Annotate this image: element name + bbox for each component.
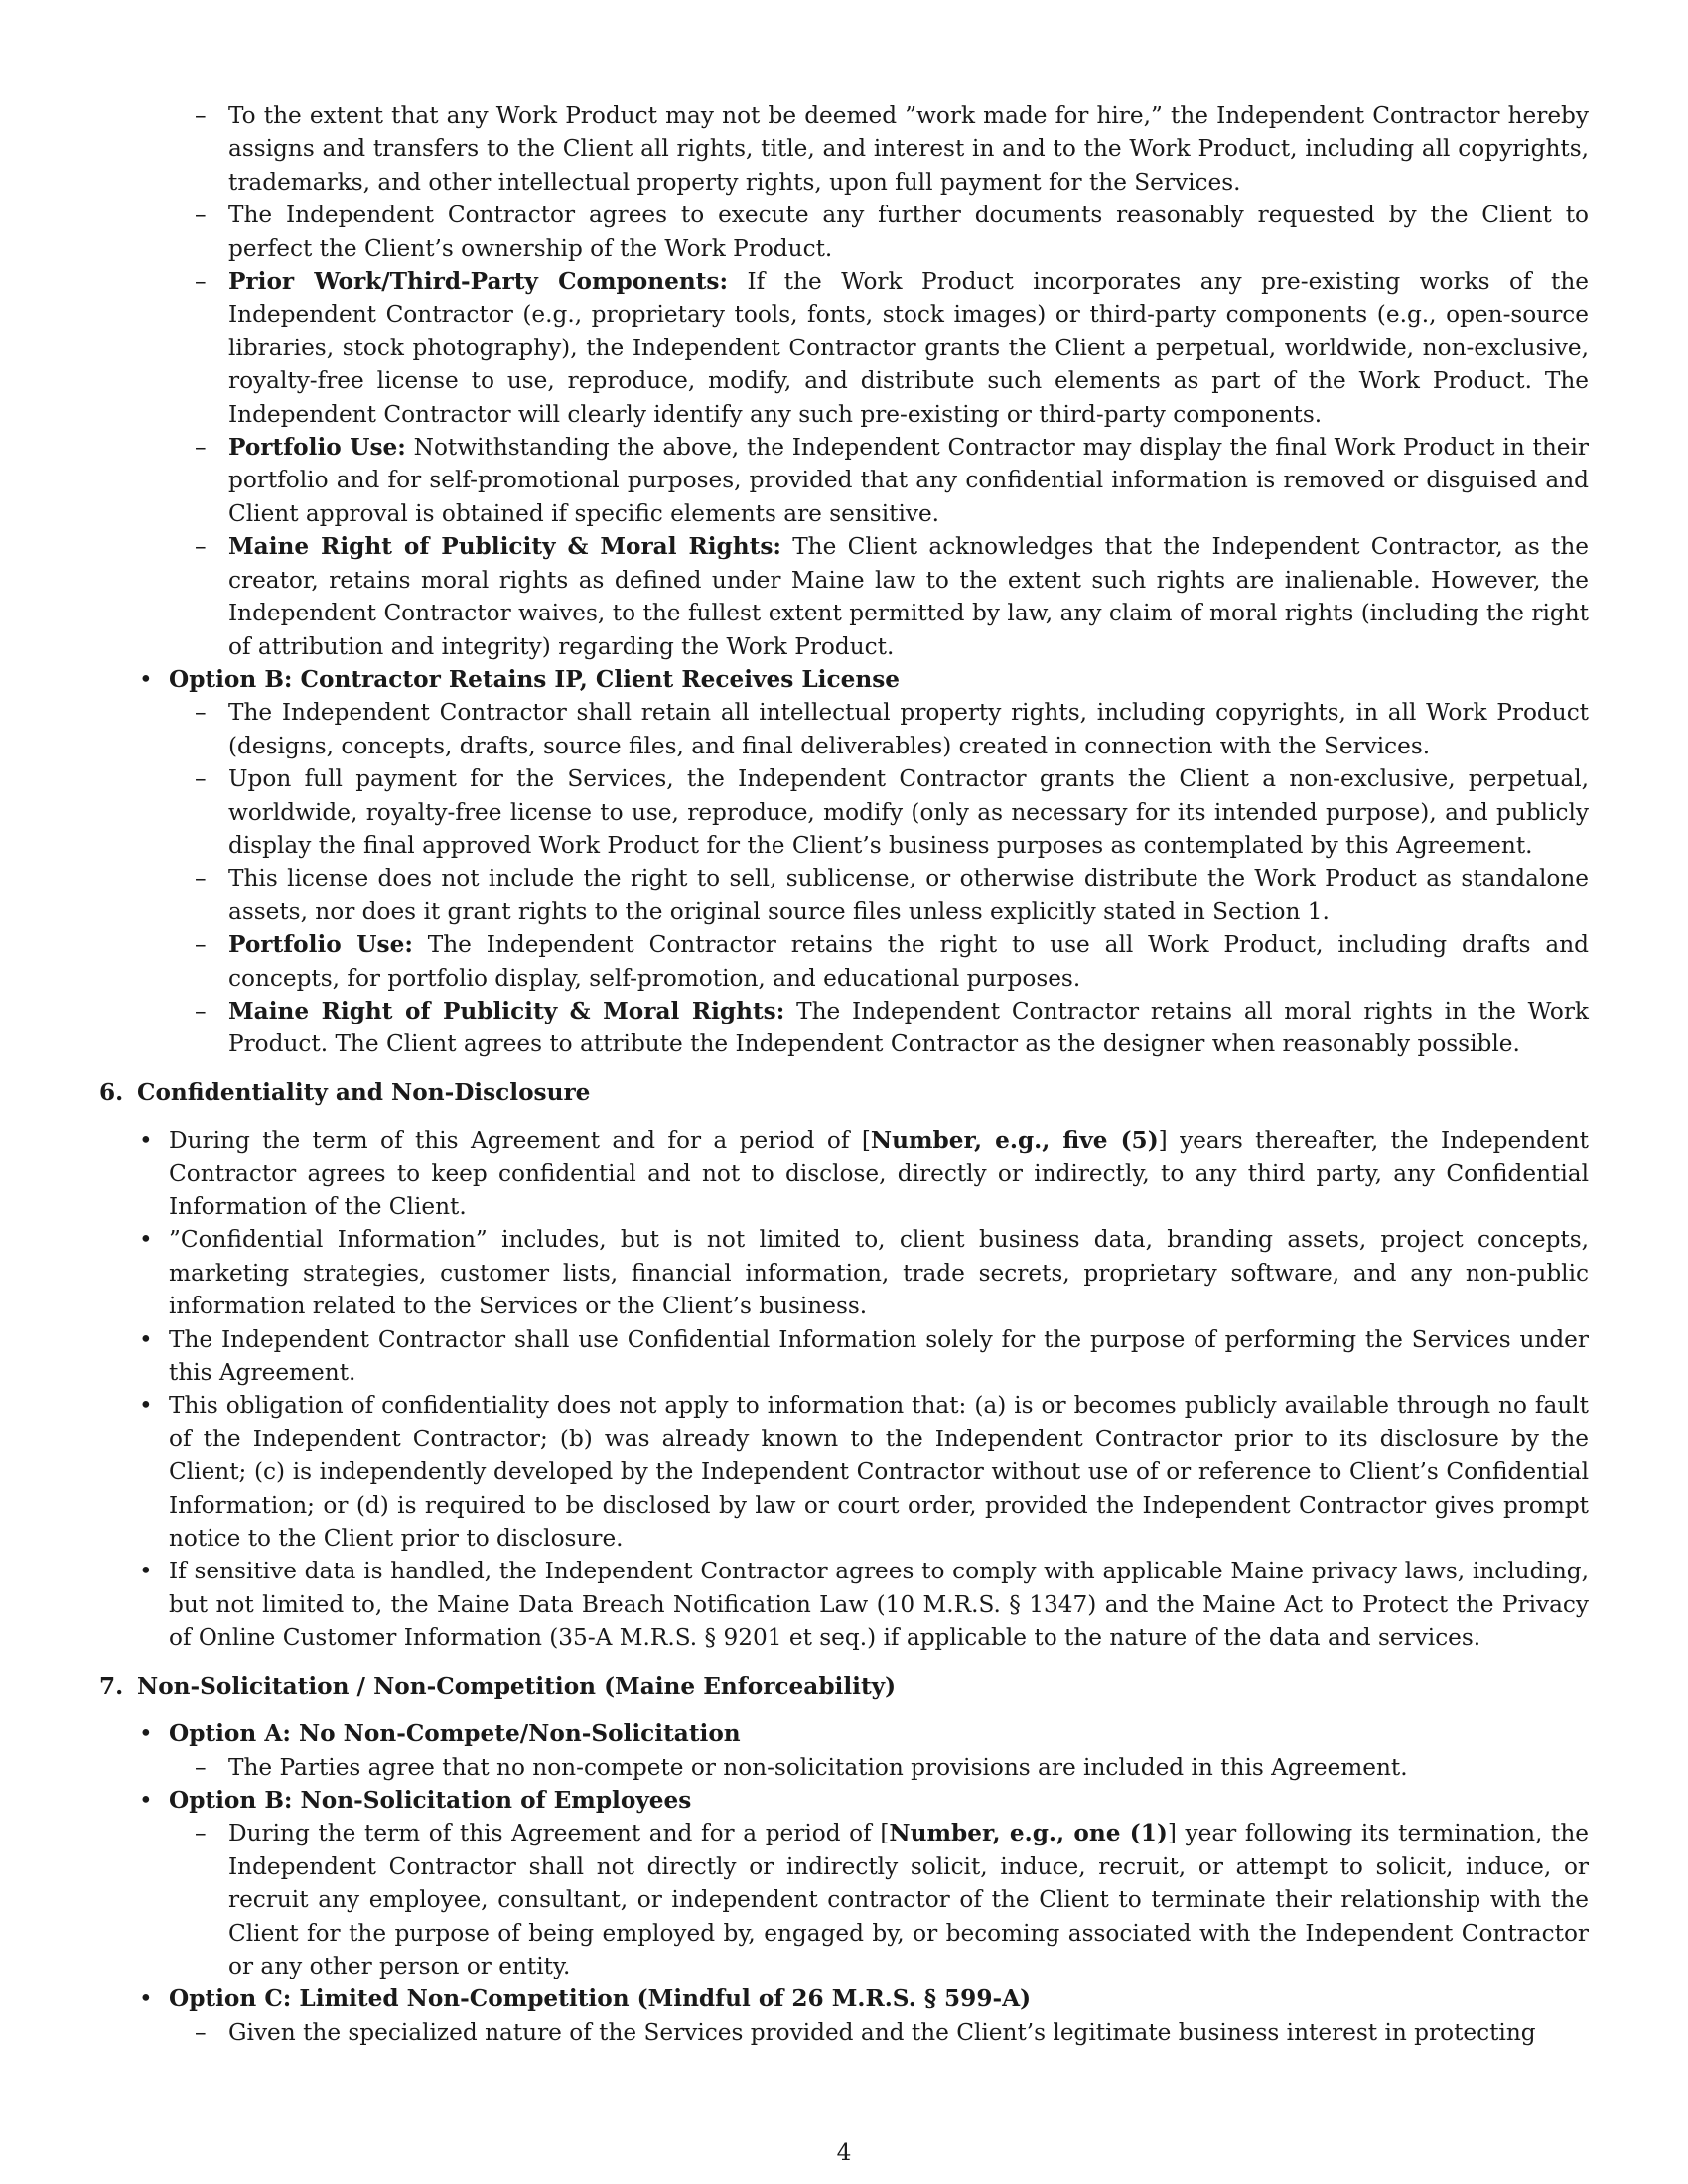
dash-marker: – bbox=[195, 434, 207, 462]
dash-marker: – bbox=[195, 765, 207, 793]
list-item: – Given the specialized nature of the Services provided and the Client’s legitimate business interest in protecting bbox=[99, 2016, 1589, 2049]
page-number: 4 bbox=[836, 2139, 852, 2166]
list-item: • If sensitive data is handled, the Independent Contractor agrees to comply with applicable Maine privacy laws, including, but not limited to, the Maine Data Breach Notification Law (10 M.R.S. § 1347) and the Maine Act to Protect the Privacy of Online Customer Information (35-A M.R.S. § 9201 et seq.) if applicable to the nature of the data and services. bbox=[99, 1555, 1589, 1654]
option-heading: • Option A: No Non-Compete/Non-Solicitation bbox=[99, 1717, 1589, 1750]
option-a-ip-subitems bbox=[99, 99, 1589, 663]
list-item: • During the term of this Agreement and for a period of [Number, e.g., five (5)] years thereafter, the Independent Contractor agrees to keep confidential and not to disclose, directly or indirectly, to any third party, any Confidential Information of the Client. bbox=[99, 1124, 1589, 1223]
section-7-list bbox=[99, 1717, 1589, 2049]
list-item: – The Independent Contractor agrees to execute any further documents reasonably requested by the Client to perfect the Client’s ownership of the Work Product. bbox=[99, 199, 1589, 265]
section-6-list bbox=[99, 1124, 1589, 1655]
dash-marker: – bbox=[195, 1820, 207, 1847]
list-item: • This obligation of confidentiality does not apply to information that: (a) is or becomes publicly available through no fault of the Independent Contractor; (b) was already known to the Independent Contractor prior to its disclosure by the Client; (c) is independently developed by the Independent Contractor without use of or reference to Client’s Confidential Information; or (d) is required to be disclosed by law or court order, provided the Independent Contractor gives prompt notice to the Client prior to disclosure. bbox=[99, 1389, 1589, 1555]
bullet-marker: • bbox=[139, 1985, 153, 2013]
bullet-marker: • bbox=[139, 1558, 153, 1585]
list-item: – This license does not include the right to sell, sublicense, or otherwise distribute the Work Product as standalone assets, nor does it grant rights to the original source files unless explicitly stated in Section 1. bbox=[99, 862, 1589, 928]
list-item: – Upon full payment for the Services, the Independent Contractor grants the Client a non-exclusive, perpetual, worldwide, royalty-free license to use, reproduce, modify (only as necessary for its intended purpose), and publicly display the final approved Work Product for the Client’s business purposes as contemplated by this Agreement. bbox=[99, 762, 1589, 862]
item-label: Prior Work/Third-Party Components: bbox=[228, 268, 729, 296]
bullet-marker: • bbox=[139, 1127, 153, 1155]
bullet-marker: • bbox=[139, 1392, 153, 1420]
section-heading-6: 6. Confidentiality and Non-Disclosure bbox=[99, 1078, 591, 1106]
item-label: Maine Right of Publicity & Moral Rights: bbox=[228, 997, 785, 1024]
dash-marker: – bbox=[195, 533, 207, 561]
option-heading: • Option B: Non-Solicitation of Employees bbox=[99, 1784, 1589, 1817]
section-heading-7: 7. Non-Solicitation / Non-Competition (Maine Enforceability) bbox=[99, 1672, 897, 1700]
list-item: – Maine Right of Publicity & Moral Rights: The Independent Contractor retains all moral rights in the Work Product. The Client agrees to attribute the Independent Contractor as the designer when reasonably possible. bbox=[99, 995, 1589, 1061]
dash-marker: – bbox=[195, 699, 207, 727]
item-label: Portfolio Use: bbox=[228, 434, 406, 462]
list-item: – During the term of this Agreement and for a period of [Number, e.g., one (1)] year following its termination, the Independent Contractor shall not directly or indirectly solicit, induce, recruit, or attempt to solicit, induce, or recruit any employee, consultant, or independent contractor of the Client to terminate their relationship with the Client for the purpose of being employed by, engaged by, or becoming associated with the Independent Contractor or any other person or entity. bbox=[99, 1817, 1589, 1982]
dash-marker: – bbox=[195, 202, 207, 229]
list-item: • The Independent Contractor shall use Confidential Information solely for the purpose of performing the Services under this Agreement. bbox=[99, 1323, 1589, 1390]
item-label: Portfolio Use: bbox=[228, 931, 413, 959]
bullet-marker: • bbox=[139, 1226, 153, 1254]
item-label: Maine Right of Publicity & Moral Rights: bbox=[228, 533, 781, 561]
dash-marker: – bbox=[195, 2018, 207, 2046]
option-heading: • Option C: Limited Non-Competition (Mindful of 26 M.R.S. § 599-A) bbox=[99, 1982, 1589, 2015]
option-heading: • Option B: Contractor Retains IP, Client Receives License bbox=[99, 663, 1589, 696]
list-item: – Portfolio Use: Notwithstanding the above, the Independent Contractor may display the final Work Product in their portfolio and for self-promotional purposes, provided that any confidential information is removed or disguised and Client approval is obtained if specific elements are sensitive. bbox=[99, 431, 1589, 530]
dash-marker: – bbox=[195, 1753, 207, 1781]
list-item: – The Independent Contractor shall retain all intellectual property rights, including copyrights, in all Work Product (designs, concepts, drafts, source files, and final deliverables) created in connection with the Services. bbox=[99, 696, 1589, 762]
dash-marker: – bbox=[195, 865, 207, 892]
list-item: – Prior Work/Third-Party Components: If the Work Product incorporates any pre-existing works of the Independent Contractor (e.g., proprietary tools, fonts, stock images) or third-party components (e.g., open-source libraries, stock photography), the Independent Contractor grants the Client a perpetual, worldwide, non-exclusive, royalty-free license to use, reproduce, modify, and distribute such elements as part of the Work Product. The Independent Contractor will clearly identify any such pre-existing or third-party components. bbox=[99, 265, 1589, 431]
document-page bbox=[99, 99, 1589, 2049]
dash-marker: – bbox=[195, 931, 207, 959]
dash-marker: – bbox=[195, 268, 207, 296]
bullet-marker: • bbox=[139, 665, 153, 693]
list-item: – To the extent that any Work Product may not be deemed ”work made for hire,” the Independent Contractor hereby assigns and transfers to the Client all rights, title, and interest in and to the Work Product, including all copyrights, trademarks, and other intellectual property rights, upon full payment for the Services. bbox=[99, 99, 1589, 199]
list-item: • ”Confidential Information” includes, but is not limited to, client business data, branding assets, project concepts, marketing strategies, customer lists, financial information, trade secrets, proprietary software, and any non-public information related to the Services or the Client’s business. bbox=[99, 1223, 1589, 1322]
dash-marker: – bbox=[195, 997, 207, 1024]
bullet-marker: • bbox=[139, 1325, 153, 1353]
bullet-marker: • bbox=[139, 1720, 153, 1748]
option-b-ip bbox=[99, 663, 1589, 1061]
list-item: – The Parties agree that no non-compete or non-solicitation provisions are included in this Agreement. bbox=[99, 1751, 1589, 1784]
dash-marker: – bbox=[195, 102, 207, 129]
list-item: – Portfolio Use: The Independent Contractor retains the right to use all Work Product, including drafts and concepts, for portfolio display, self-promotion, and educational purposes. bbox=[99, 928, 1589, 995]
bullet-marker: • bbox=[139, 1786, 153, 1814]
list-item: – Maine Right of Publicity & Moral Rights: The Client acknowledges that the Independent Contractor, as the creator, retains moral rights as defined under Maine law to the extent such rights are inalienable. However, the Independent Contractor waives, to the fullest extent permitted by law, any claim of moral rights (including the right of attribution and integrity) regarding the Work Product. bbox=[99, 530, 1589, 663]
